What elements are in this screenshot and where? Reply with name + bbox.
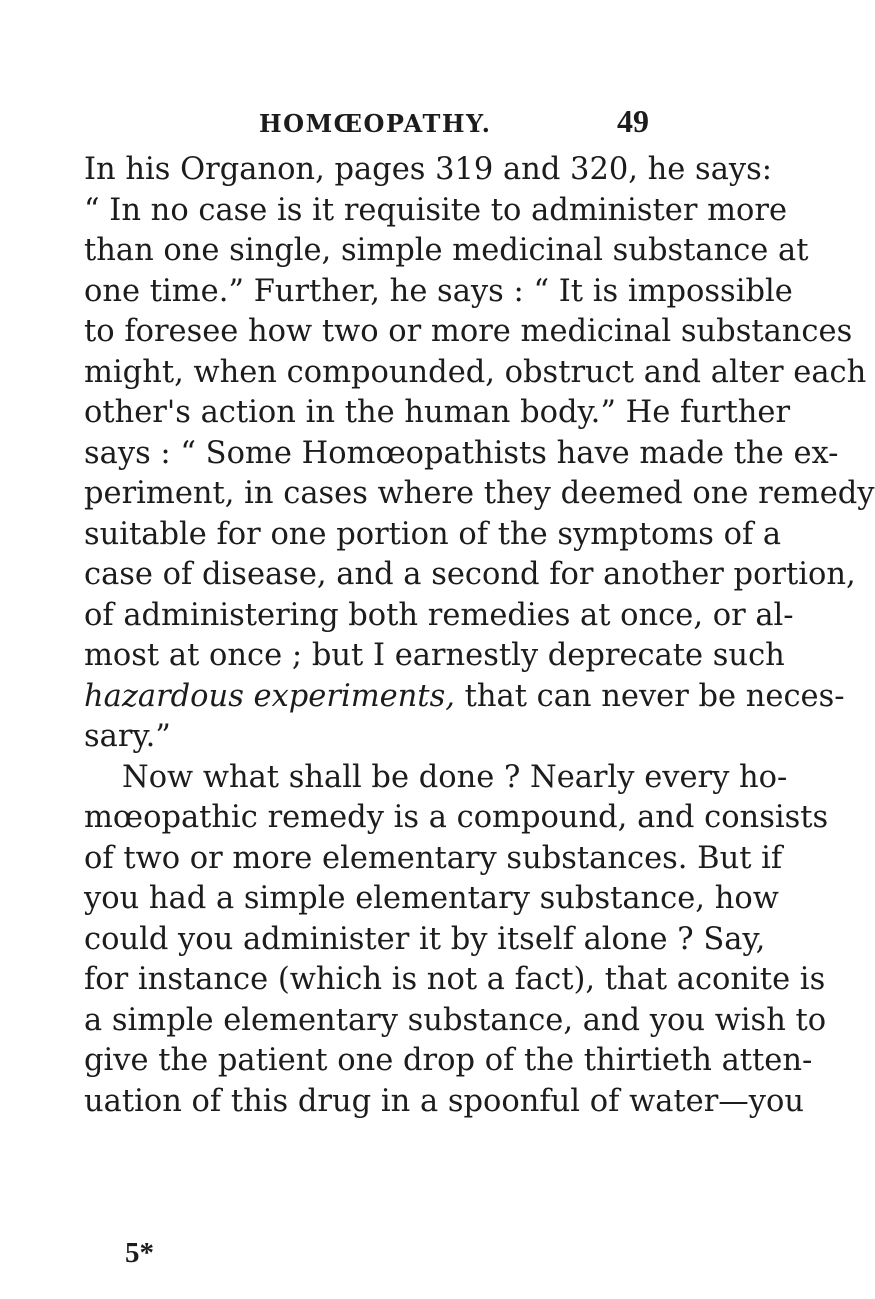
- text-line: could you administer it by itself alone ? Say,: [84, 921, 766, 957]
- text-line: [84, 677, 845, 718]
- text-line: to foresee how two or more medicinal substances: [84, 314, 853, 349]
- text-line: other's action in the human body.” He further: [84, 395, 791, 430]
- text-line: one time.” Further, he says : “ It is impossible: [84, 273, 793, 309]
- text-line: sary.”: [84, 719, 171, 754]
- body-text: [84, 150, 875, 1122]
- text-line: In his Organon, pages 319 and 320, he says:: [84, 152, 773, 187]
- text-line: says : “ Some Homœopathists have made the ex-: [84, 435, 839, 471]
- text-line: uation of this drug in a spoonful of water—you: [84, 1083, 805, 1119]
- text-line: “ In no case is it requisite to administer more: [84, 192, 788, 228]
- text-line: give the patient one drop of the thirtieth atten-: [84, 1043, 813, 1078]
- text-line: you had a simple elementary substance, how: [84, 881, 779, 916]
- signature-mark: 5*: [125, 1237, 154, 1269]
- text-line: might, when compounded, obstruct and alter each: [84, 354, 867, 390]
- text-line: mœopathic remedy is a compound, and consists: [84, 800, 829, 835]
- text-line: case of disease, and a second for another portion,: [84, 557, 856, 592]
- page-number: 49: [617, 103, 649, 139]
- text-line: of administering both remedies at once, or al-: [84, 597, 794, 633]
- text-line: a simple elementary substance, and you wish to: [84, 1002, 827, 1038]
- text-line: suitable for one portion of the symptoms of a: [84, 516, 782, 552]
- text-fragment: that can never be neces-: [454, 678, 845, 714]
- italic-phrase: hazardous experiments,: [84, 678, 455, 714]
- text-line: most at once ; but I earnestly deprecate such: [84, 638, 785, 673]
- running-head: [0, 103, 800, 143]
- text-line: of two or more elementary substances. But if: [84, 840, 783, 876]
- text-line: than one single, simple medicinal substance at: [84, 233, 809, 268]
- paragraph-first-line: Now what shall be done ? Nearly every ho-: [122, 759, 788, 795]
- text-line: for instance (which is not a fact), that aconite is: [84, 962, 826, 997]
- text-line: periment, in cases where they deemed one remedy: [84, 476, 875, 511]
- running-title: HOMŒOPATHY.: [259, 109, 492, 138]
